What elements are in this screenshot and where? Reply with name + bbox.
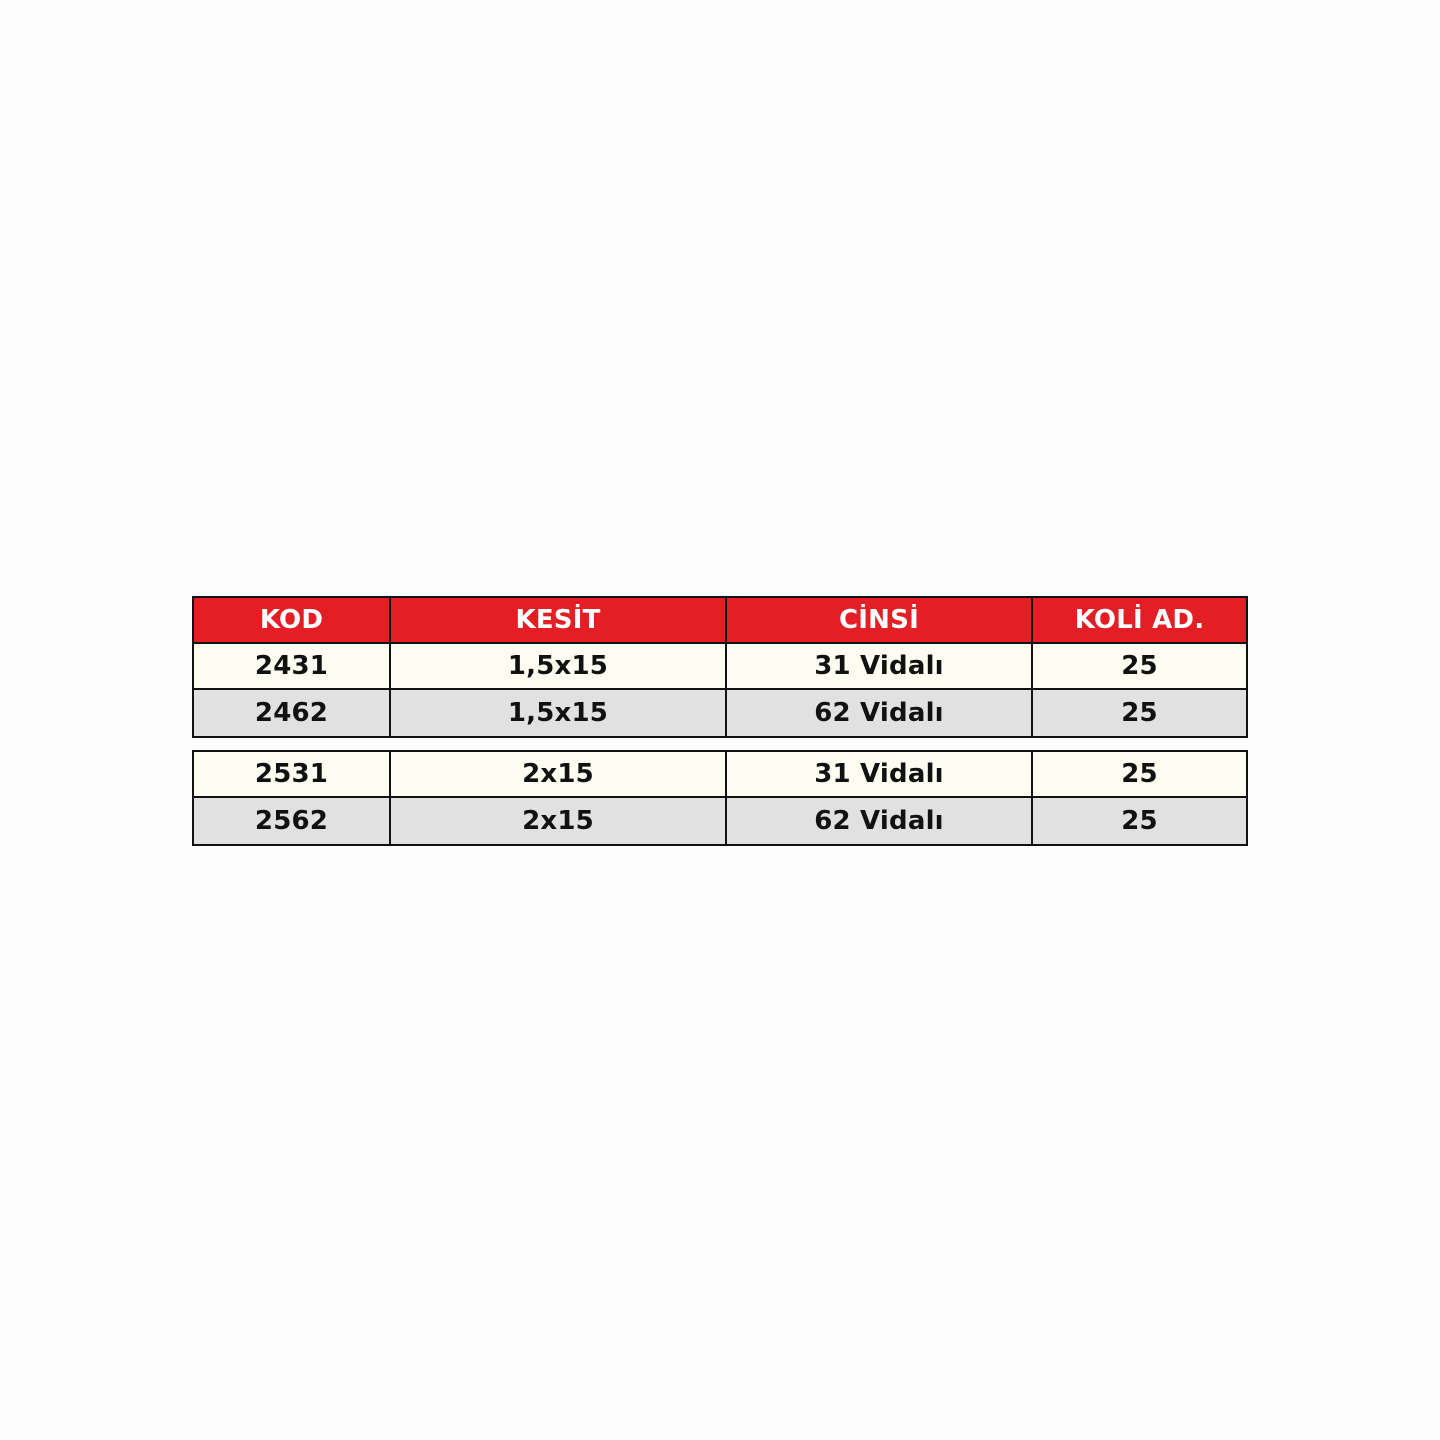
table-cell-koli-ad: 25 <box>1033 644 1246 690</box>
table-cell-cinsi: 62 Vidalı <box>727 798 1033 844</box>
table-cell-koli-ad: 25 <box>1033 798 1246 844</box>
table-cell-kesit: 1,5x15 <box>391 690 727 736</box>
header-cinsi: CİNSİ <box>727 598 1033 644</box>
table-cell-kod: 2531 <box>194 752 391 798</box>
table-cell-koli-ad: 25 <box>1033 690 1246 736</box>
table-cell-kesit: 2x15 <box>391 798 727 844</box>
header-koli-ad: KOLİ AD. <box>1033 598 1246 644</box>
product-table-bottom <box>192 750 1248 846</box>
header-kesit: KESİT <box>391 598 727 644</box>
table-cell-kod: 2562 <box>194 798 391 844</box>
table-cell-koli-ad: 25 <box>1033 752 1246 798</box>
table-cell-cinsi: 62 Vidalı <box>727 690 1033 736</box>
table-cell-cinsi: 31 Vidalı <box>727 644 1033 690</box>
table-cell-kesit: 1,5x15 <box>391 644 727 690</box>
table-cell-kod: 2462 <box>194 690 391 736</box>
table-cell-kesit: 2x15 <box>391 752 727 798</box>
table-cell-cinsi: 31 Vidalı <box>727 752 1033 798</box>
header-kod: KOD <box>194 598 391 644</box>
table-cell-kod: 2431 <box>194 644 391 690</box>
product-table-top <box>192 596 1248 738</box>
